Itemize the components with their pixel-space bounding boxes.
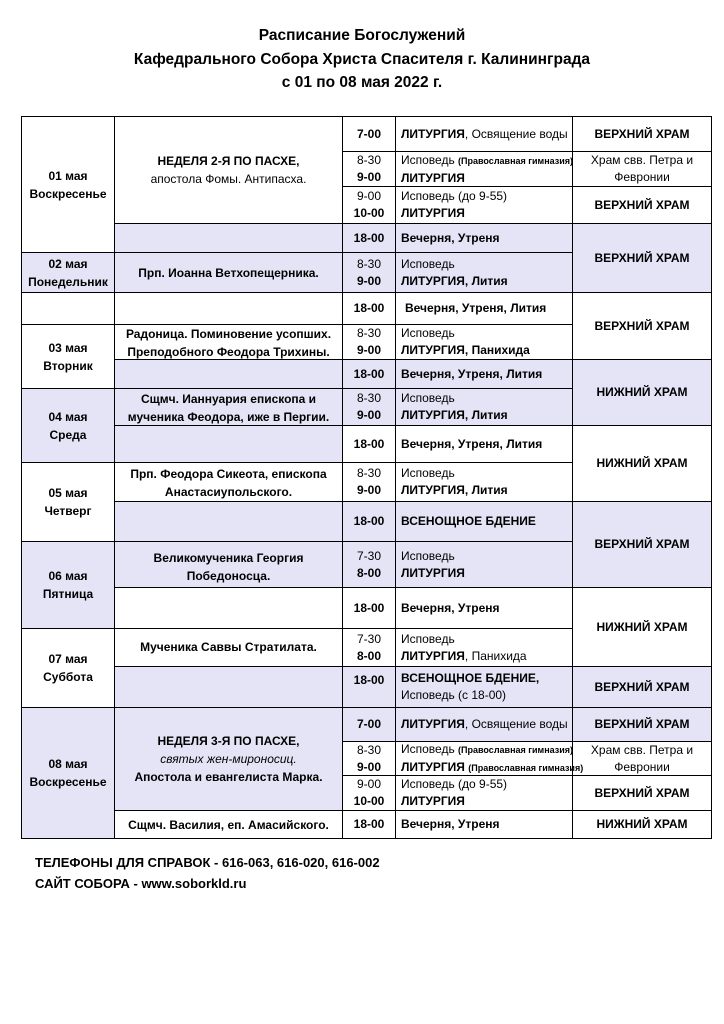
date-cell-08: 08 мая Воскресенье: [21, 707, 115, 839]
time-cell: 7-30 8-00: [342, 541, 396, 588]
service-cell: Исповедь (Православная гимназия) ЛИТУРГИЯ (Православная гимназия): [395, 741, 573, 776]
time-cell: 18-00: [342, 587, 396, 629]
service-cell: ВСЕНОЩНОЕ БДЕНИЕ, Исповедь (с 18-00): [395, 666, 573, 708]
place-upper: ВЕРХНИЙ ХРАМ: [572, 186, 712, 224]
place-upper: ВЕРХНИЙ ХРАМ: [572, 116, 712, 152]
saint-cell-08-evening: Сщмч. Василия, еп. Амасийского.: [114, 810, 343, 839]
date-cell-blank: [21, 292, 115, 325]
place-upper: ВЕРХНИЙ ХРАМ: [572, 775, 712, 811]
saint-cell-blank: [114, 292, 343, 325]
service-cell: Исповедь (до 9-55) ЛИТУРГИЯ: [395, 186, 573, 224]
place-lower: НИЖНИЙ ХРАМ: [572, 810, 712, 839]
saint-cell-blank: [114, 501, 343, 542]
saint-cell-02: Прп. Иоанна Ветхопещерника.: [114, 252, 343, 293]
place-peter-fevronia: Храм свв. Петра и Февронии: [572, 151, 712, 187]
schedule-table: [21, 116, 712, 839]
weekday: Воскресенье: [29, 186, 107, 201]
place-peter-fevronia: Храм свв. Петра и Февронии: [572, 741, 712, 776]
date-cell-05: 05 мая Четверг: [21, 462, 115, 542]
saint-cell-07: Мученика Саввы Стратилата.: [114, 628, 343, 667]
time-cell: 18-00: [342, 425, 396, 463]
service-cell: Вечерня, Утреня: [395, 810, 573, 839]
date-cell-01: [21, 116, 115, 253]
place-upper: ВЕРХНИЙ ХРАМ: [572, 292, 712, 360]
time-cell: 18-00: [342, 223, 396, 253]
service-cell: Вечерня, Утреня, Лития: [395, 359, 573, 389]
time-cell: 7-00: [342, 707, 396, 742]
saint-cell-04: Сщмч. Ианнуария епископа и мученика Феодора, иже в Пергии.: [114, 388, 343, 426]
service-cell: Вечерня, Утреня, Лития: [395, 425, 573, 463]
time-cell: 8-30 9-00: [342, 388, 396, 426]
place-upper: ВЕРХНИЙ ХРАМ: [572, 223, 712, 293]
saint-cell-blank: [114, 587, 343, 629]
time-cell: 8-30 9-00: [342, 741, 396, 776]
service-cell: Вечерня, Утреня: [395, 223, 573, 253]
saint-cell-blank: [114, 425, 343, 463]
date-cell-03: 03 мая Вторник: [21, 324, 115, 389]
service-cell: Исповедь ЛИТУРГИЯ, Лития: [395, 388, 573, 426]
place-upper: ВЕРХНИЙ ХРАМ: [572, 501, 712, 588]
time-cell: 7-00: [342, 116, 396, 152]
time-cell: 18-00: [342, 292, 396, 325]
service-cell: Исповедь ЛИТУРГИЯ, Лития: [395, 462, 573, 502]
saint-cell-06: Великомученика Георгия Победоносца.: [114, 541, 343, 588]
saint-cell-blank: [114, 666, 343, 708]
place-upper: ВЕРХНИЙ ХРАМ: [572, 666, 712, 708]
time-cell: 8-30 9-00: [342, 462, 396, 502]
time-cell: 18-00: [342, 810, 396, 839]
saint-line: апостола Фомы. Антипасха.: [150, 172, 307, 186]
time-cell: 8-30 9-00: [342, 324, 396, 360]
time-cell: 18-00: [342, 359, 396, 389]
saint-cell-blank: [114, 359, 343, 389]
place-lower: НИЖНИЙ ХРАМ: [572, 359, 712, 426]
place-upper: ВЕРХНИЙ ХРАМ: [572, 707, 712, 742]
date-cell-02: 02 мая Понедельник: [21, 252, 115, 293]
saint-cell-05: Прп. Феодора Сикеота, епископа Анастасиупольского.: [114, 462, 343, 502]
time-cell: 18-00: [342, 666, 396, 708]
saint-cell-08: НЕДЕЛЯ 3-Я ПО ПАСХЕ, святых жен-мироносиц. Апостола и евангелиста Марка.: [114, 707, 343, 811]
date-cell-07: 07 мая Суббота: [21, 628, 115, 708]
service-cell: Исповедь ЛИТУРГИЯ, Панихида: [395, 628, 573, 667]
time-cell: 9-00 10-00: [342, 775, 396, 811]
service-cell: Исповедь (Православная гимназия) ЛИТУРГИЯ: [395, 151, 573, 187]
time-cell: 8-30 9-00: [342, 151, 396, 187]
place-lower: НИЖНИЙ ХРАМ: [572, 587, 712, 667]
service-cell: Вечерня, Утреня: [395, 587, 573, 629]
title-line-3: с 01 по 08 мая 2022 г.: [281, 74, 443, 91]
footer-phones: ТЕЛЕФОНЫ ДЛЯ СПРАВОК - 616-063, 616-020, 616-002: [35, 855, 380, 870]
time-cell: 9-00 10-00: [342, 186, 396, 224]
saint-cell-01: [114, 116, 343, 224]
service-cell: Исповедь ЛИТУРГИЯ, Лития: [395, 252, 573, 293]
service-cell: Исповедь ЛИТУРГИЯ: [395, 541, 573, 588]
title-line-2: Кафедрального Собора Христа Спасителя г. Калининграда: [133, 51, 591, 68]
service-cell: ЛИТУРГИЯ, Освящение воды: [395, 707, 573, 742]
saint-cell-blank: [114, 223, 343, 253]
service-cell: Исповедь (до 9-55) ЛИТУРГИЯ: [395, 775, 573, 811]
service-cell: Вечерня, Утреня, Лития: [395, 292, 573, 325]
date: 01 мая: [48, 168, 88, 183]
service-cell: ЛИТУРГИЯ, Освящение воды: [395, 116, 573, 152]
time-cell: 8-30 9-00: [342, 252, 396, 293]
saint-cell-03: Радоница. Поминовение усопших. Преподобного Феодора Трихины.: [114, 324, 343, 360]
place-lower: НИЖНИЙ ХРАМ: [572, 425, 712, 502]
service-cell: Исповедь ЛИТУРГИЯ, Панихида: [395, 324, 573, 360]
title-line-1: Расписание Богослужений: [258, 27, 466, 44]
saint-line: НЕДЕЛЯ 2-Я ПО ПАСХЕ,: [157, 154, 300, 168]
date-cell-06: 06 мая Пятница: [21, 541, 115, 629]
service-cell: ВСЕНОЩНОЕ БДЕНИЕ: [395, 501, 573, 542]
time-cell: 7-30 8-00: [342, 628, 396, 667]
time-cell: 18-00: [342, 501, 396, 542]
date-cell-04: 04 мая Среда: [21, 388, 115, 463]
footer-site: САЙТ СОБОРА - www.soborkld.ru: [35, 876, 247, 891]
